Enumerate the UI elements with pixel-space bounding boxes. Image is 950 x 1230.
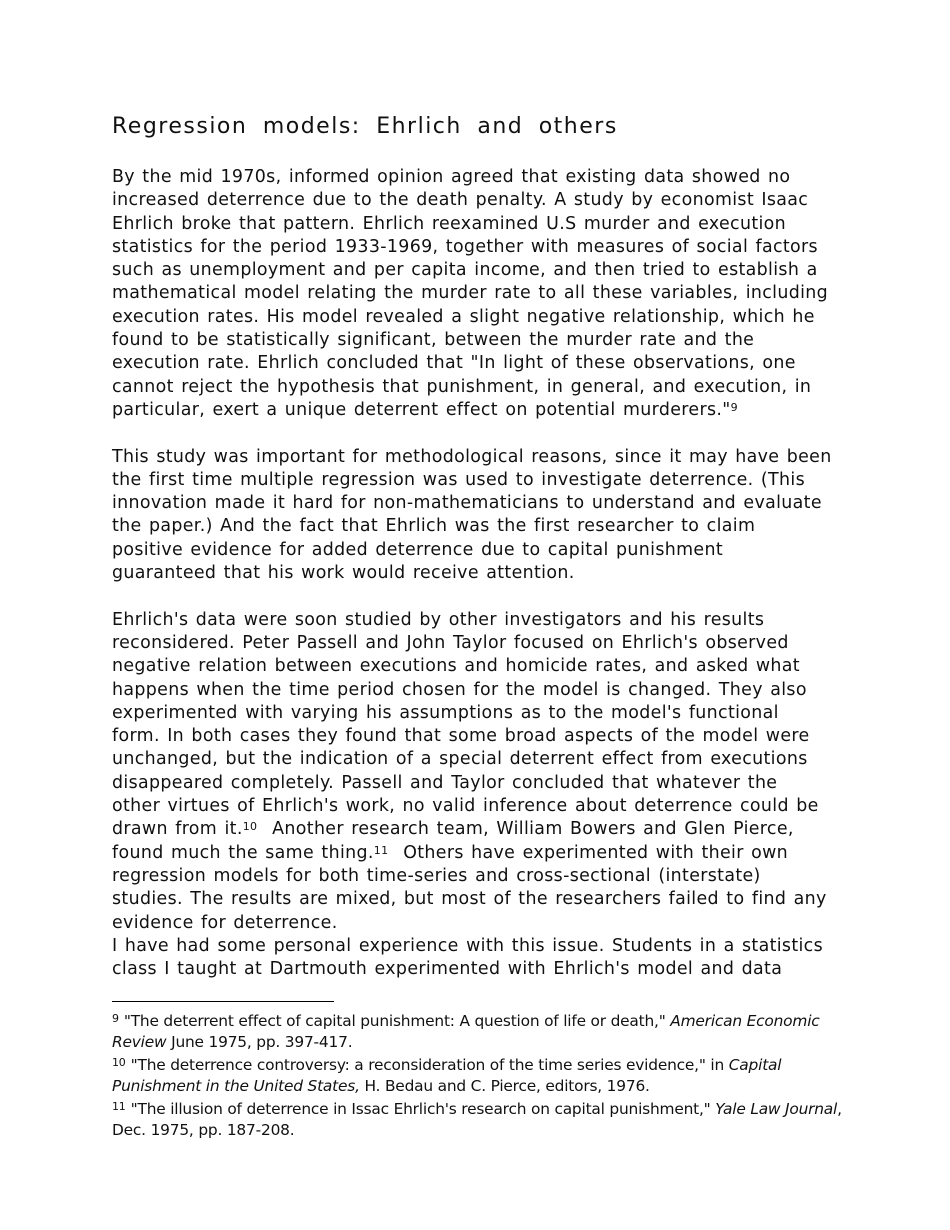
text-span: drawn from it. bbox=[112, 819, 243, 840]
footnote-source: Yale Law Journal bbox=[715, 1100, 838, 1118]
footnote-line bbox=[112, 1055, 872, 1076]
text-line bbox=[112, 842, 872, 865]
footnote-10 bbox=[112, 1055, 872, 1096]
footnote-ref-11[interactable]: 11 bbox=[373, 843, 389, 857]
text-line: I have had some personal experience with this issue. Students in a statistics bbox=[112, 935, 824, 956]
text-line: such as unemployment and per capita income, and then tried to establish a bbox=[112, 260, 818, 281]
text-line: experimented with varying his assumptions as to the model's functional bbox=[112, 702, 779, 723]
text-span: Another research team, William Bowers and Glen Pierce, bbox=[257, 819, 794, 840]
text-line: evidence for deterrence. bbox=[112, 912, 338, 933]
text-line: innovation made it hard for non-mathematicians to understand and evaluate bbox=[112, 493, 822, 514]
text-line: reconsidered. Peter Passell and John Taylor focused on Ehrlich's observed bbox=[112, 632, 789, 653]
footnote-number: 9 bbox=[112, 1012, 119, 1025]
body-text bbox=[112, 166, 872, 981]
text-line: unchanged, but the indication of a special deterrent effect from executions bbox=[112, 749, 808, 770]
text-line: positive evidence for added deterrence due to capital punishment bbox=[112, 539, 724, 560]
text-line: execution rates. His model revealed a slight negative relationship, which he bbox=[112, 306, 815, 327]
paragraph-gap bbox=[112, 422, 872, 445]
text-line bbox=[112, 818, 872, 841]
footnote-divider bbox=[112, 1001, 334, 1002]
text-line: This study was important for methodological reasons, since it may have been bbox=[112, 446, 832, 467]
text-line: mathematical model relating the murder rate to all these variables, including bbox=[112, 283, 829, 304]
text-line bbox=[112, 399, 872, 422]
footnote-ref-10[interactable]: 10 bbox=[242, 820, 258, 834]
footnote-text: , bbox=[837, 1100, 842, 1118]
footnote-text: "The deterrent effect of capital punishment: A question of life or death," bbox=[123, 1012, 671, 1030]
footnote-text: "The illusion of deterrence in Issac Ehrlich's research on capital punishment," bbox=[130, 1100, 716, 1118]
footnote-ref-9[interactable]: 9 bbox=[730, 400, 738, 414]
footnote-9 bbox=[112, 1011, 872, 1052]
text-line: studies. The results are mixed, but most of the researchers failed to find any bbox=[112, 889, 827, 910]
text-span: found much the same thing. bbox=[112, 842, 374, 863]
text-line: increased deterrence due to the death penalty. A study by economist Isaac bbox=[112, 190, 809, 211]
text-line: happens when the time period chosen for the model is changed. They also bbox=[112, 679, 807, 700]
footnote-source: American Economic bbox=[670, 1012, 820, 1030]
footnote-number: 11 bbox=[112, 1100, 126, 1113]
text-span: particular, exert a unique deterrent effect on potential murderers." bbox=[112, 399, 731, 420]
footnotes bbox=[112, 1011, 872, 1140]
footnote-text: "The deterrence controversy: a reconsideration of the time series evidence," in bbox=[130, 1056, 729, 1074]
text-line: regression models for both time-series and cross-sectional (interstate) bbox=[112, 865, 761, 886]
text-line: cannot reject the hypothesis that punishment, in general, and execution, in bbox=[112, 376, 812, 397]
footnote-11 bbox=[112, 1099, 872, 1140]
text-line: guaranteed that his work would receive attention. bbox=[112, 563, 575, 584]
footnote-text: H. Bedau and C. Pierce, editors, 1976. bbox=[359, 1076, 650, 1095]
text-line: negative relation between executions and homicide rates, and asked what bbox=[112, 656, 800, 677]
section-heading: Regression models: Ehrlich and others bbox=[112, 114, 618, 139]
text-line: By the mid 1970s, informed opinion agreed that existing data showed no bbox=[112, 167, 791, 187]
footnote-line bbox=[112, 1099, 872, 1120]
text-span: Others have experimented with their own bbox=[388, 842, 789, 863]
text-line: disappeared completely. Passell and Taylor concluded that whatever the bbox=[112, 772, 778, 793]
text-line: form. In both cases they found that some broad aspects of the model were bbox=[112, 726, 810, 747]
text-line: the first time multiple regression was used to investigate deterrence. (This bbox=[112, 469, 805, 490]
text-line: execution rate. Ehrlich concluded that "In light of these observations, one bbox=[112, 353, 796, 374]
text-line: found to be statistically significant, between the murder rate and the bbox=[112, 330, 755, 351]
footnote-line: Dec. 1975, pp. 187-208. bbox=[112, 1120, 295, 1139]
footnote-line bbox=[112, 1076, 872, 1097]
footnote-line bbox=[112, 1032, 872, 1053]
footnote-number: 10 bbox=[112, 1056, 126, 1069]
text-line: the paper.) And the fact that Ehrlich was the first researcher to claim bbox=[112, 516, 756, 537]
text-line: statistics for the period 1933-1969, together with measures of social factors bbox=[112, 236, 818, 257]
text-line: Ehrlich broke that pattern. Ehrlich reexamined U.S murder and execution bbox=[112, 213, 787, 234]
footnote-text: June 1975, pp. 397-417. bbox=[166, 1032, 353, 1051]
text-line: Ehrlich's data were soon studied by other investigators and his results bbox=[112, 609, 765, 630]
text-line: other virtues of Ehrlich's work, no valid inference about deterrence could be bbox=[112, 796, 819, 817]
paragraph-gap bbox=[112, 585, 872, 608]
footnote-source: Punishment in the United States, bbox=[112, 1076, 360, 1095]
footnote-source: Capital bbox=[728, 1056, 782, 1074]
footnote-source: Review bbox=[112, 1032, 167, 1051]
footnote-line bbox=[112, 1011, 872, 1032]
text-line: class I taught at Dartmouth experimented with Ehrlich's model and data bbox=[112, 959, 783, 980]
